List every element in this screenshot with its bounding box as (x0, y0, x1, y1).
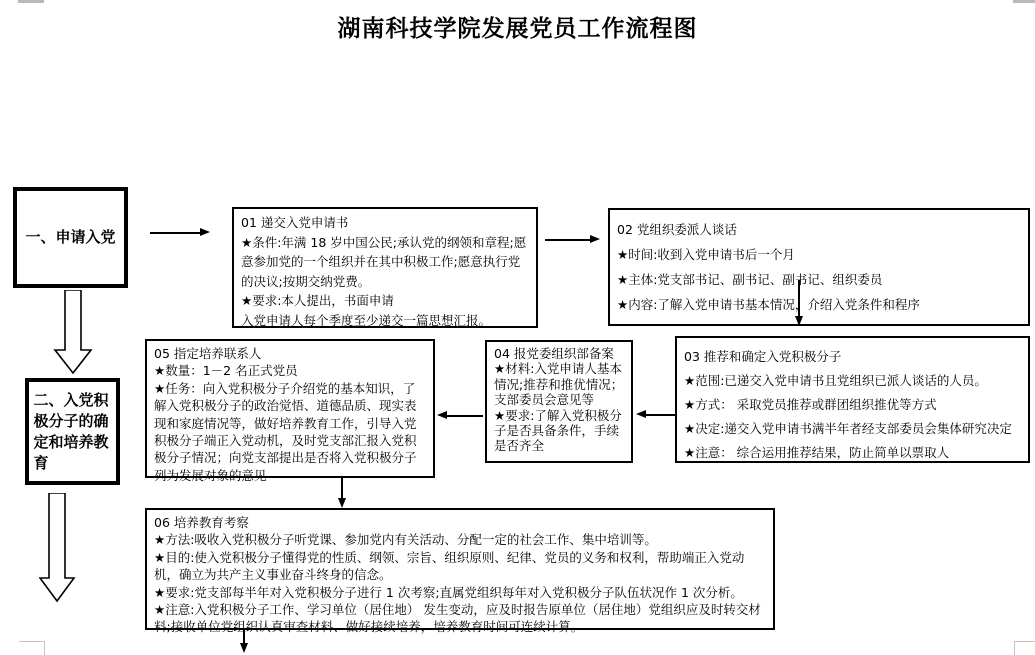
flow-box-05-title: 05 指定培养联系人 (154, 346, 262, 361)
stage-box-1-label: 一、申请入党 (25, 228, 116, 246)
arrow-box01-to-box02 (545, 239, 590, 241)
arrow-box03-to-box04 (646, 414, 677, 416)
page-title: 湖南科技学院发展党员工作流程图 (337, 16, 698, 42)
flow-box-05-contacts (145, 339, 435, 483)
arrowhead-left-icon (636, 410, 646, 418)
flow-box-06-title: 06 培养教育考察 (154, 515, 249, 530)
arrowhead-down-icon (795, 316, 803, 326)
flow-box-04-title: 04 报党委组织部备案 (494, 346, 614, 361)
flow-box-04-line: ★材料:入党申请人基本情况;推荐和推优情况；支部委员会意见等 (494, 361, 624, 408)
flow-box-05-line: ★数量：1－2 名正式党员 (154, 363, 298, 379)
flow-box-03-recommend (675, 336, 1030, 463)
page-boundary-mark-top-left (18, 0, 44, 3)
flow-box-01-line: ★条件:年满 18 岁中国公民;承认党的纲领和章程;愿意参加党的一个组织并在其中积极工作;愿意执行党的决议;按期交纳党费。 (241, 234, 527, 289)
flow-box-03-line: ★决定:递交入党申请书满半年者经支部委员会集体研究决定 (684, 421, 1012, 436)
flow-box-06-line: ★要求:党支部每半年对入党积极分子进行 1 次考察;直属党组织每年对入党积极分子队伍状况作 1 次分析。 (154, 584, 743, 600)
arrow-box05-to-box06 (341, 478, 343, 498)
flow-box-06-inspection (145, 508, 775, 635)
arrowhead-right-icon (200, 228, 210, 236)
arrow-stage1-to-box01 (150, 232, 200, 234)
flow-box-02-title: 02 党组织委派人谈话 (617, 222, 737, 237)
flow-box-03-title: 03 推荐和确定入党积极分子 (684, 349, 842, 364)
arrow-box06-down (243, 630, 245, 643)
hollow-down-arrow-stage2-down (39, 493, 77, 603)
flow-box-03-line: ★注意： 综合运用推荐结果，防止简单以票取人 (684, 445, 950, 460)
flow-box-03-line: ★范围:已递交入党申请书且党组织已派人谈话的人员。 (684, 373, 987, 388)
stage-box-1-apply (13, 187, 128, 288)
flow-box-01-application (232, 207, 538, 328)
stage-box-2-activist (25, 378, 120, 485)
page-boundary-mark-top-right (1013, 0, 1035, 3)
flow-box-05-line: ★任务：向入党积极分子介绍党的基本知识，了解入党积极分子的政治觉悟、道德品质、现实表现和家庭情况等，做好培养教育工作，引导入党积极分子端正入党动机，及时党支部汇报入党积极分子情况；向党支部提出是否将入党积极分子列为发展对象的意见 (154, 380, 417, 483)
flow-box-01-line: 入党申请人每个季度至少递交一篇思想汇报。 (241, 312, 492, 328)
flow-box-03-line: ★方式： 采取党员推荐或群团组织推优等方式 (684, 397, 937, 412)
arrow-box04-to-box05 (447, 415, 483, 417)
flow-box-02-line: ★主体:党支部书记、副书记、副书记、组织委员 (617, 272, 883, 287)
flow-box-01-line: ★要求:本人提出，书面申请 (241, 293, 394, 308)
arrowhead-down-icon (338, 498, 346, 508)
page-boundary-mark-bottom-left (19, 641, 45, 655)
arrow-box02-to-box03 (798, 280, 800, 316)
flow-box-04-record (485, 340, 633, 463)
flow-box-01-title: 01 递交入党申请书 (241, 215, 349, 230)
page-boundary-mark-bottom-right (1014, 641, 1035, 655)
flow-box-04-line: ★要求:了解入党积极分子是否具备条件，手续是否齐全 (494, 407, 622, 454)
flow-box-02-line: ★时间:收到入党申请书后一个月 (617, 247, 795, 262)
flow-box-06-line: ★方法:吸收入党积极分子听党课、参加党内有关活动、分配一定的社会工作、集中培训等。 (154, 532, 657, 548)
arrowhead-left-icon (437, 411, 447, 419)
flow-box-02-talk (608, 208, 1030, 326)
flow-box-02-line: ★内容:了解入党申请书基本情况，介绍入党条件和程序 (617, 297, 920, 312)
flow-box-06-line: ★目的:使入党积极分子懂得党的性质、纲领、宗旨、组织原则、纪律、党员的义务和权利，帮助端正入党动机，确立为共产主义事业奋斗终身的信念。 (154, 549, 745, 583)
flow-box-06-line: ★注意:入党积极分子工作、学习单位（居住地） 发生变动，应及时报告原单位（居住地）党组织应及时转交材料;接收单位党组织认真审查材料、做好接续培养，培养教育时间可连续计算。 (154, 602, 761, 635)
hollow-down-arrow-stage1-to-stage2 (52, 290, 94, 374)
arrowhead-right-icon (590, 235, 600, 243)
arrowhead-down-icon (240, 643, 248, 653)
stage-box-2-label: 二、入党积极分子的确定和培养教育 (33, 390, 109, 472)
